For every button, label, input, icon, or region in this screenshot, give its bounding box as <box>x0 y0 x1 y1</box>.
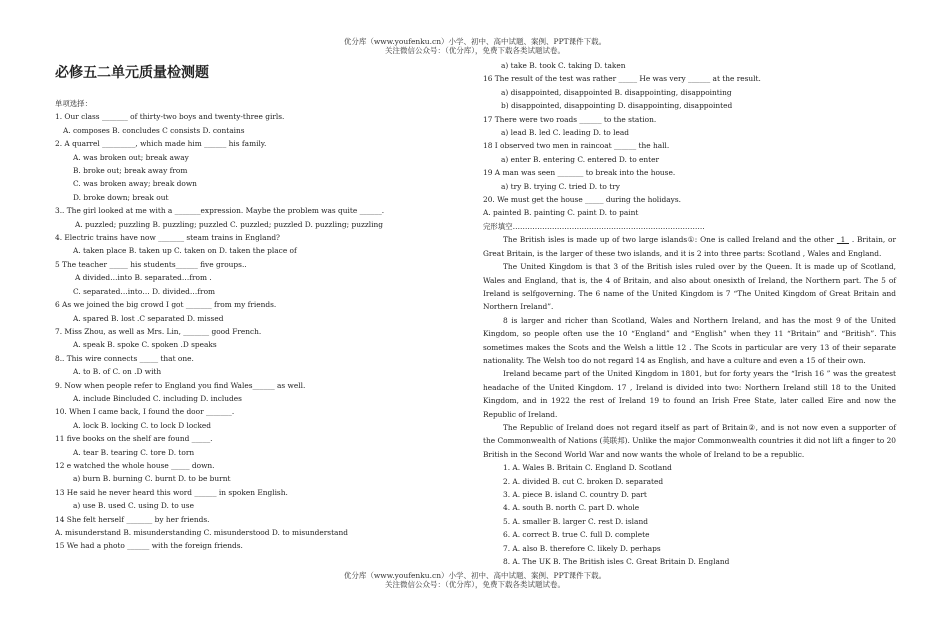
question-line: 12 e watched the whole house _____ down. <box>55 460 215 470</box>
cloze-options-list <box>483 461 896 568</box>
answer-choices: A. to B. of C. on .D with <box>73 367 162 377</box>
answer-choices: A. puzzled; puzzling B. puzzling; puzzled C. puzzled; puzzled D. puzzling; puzzling <box>75 219 383 229</box>
answer-choices: A. composes B. concludes C consists D. contains <box>63 125 245 135</box>
question-line: 7. Miss Zhou, as well as Mrs. Lin, _______ good French. <box>55 326 262 336</box>
answer-choices: a) try B. trying C. tried D. to try <box>501 181 620 191</box>
question-line: 20. We must get the house _____ during the holidays. <box>483 195 681 205</box>
question-line: 1. Our class _______ of thirty-two boys and twenty-three girls. <box>55 112 285 122</box>
right-column <box>483 59 896 568</box>
cloze-passage <box>483 233 896 461</box>
answer-choices: A. taken place B. taken up C. taken on D. taken the place of <box>73 246 297 256</box>
answer-choices: C. was broken away; break down <box>73 179 197 189</box>
page-header <box>0 37 950 55</box>
passage-text: The United Kingdom is that 3 of the British isles ruled over by the Queen. It is made up of Scotland, Wales and England, that is, the 4 of Britain, and also about onesixth of Ireland, the Northern part. The 5 of Ireland is selfgoverning. The 6 name of the United Kingdom is 7 “The United Kingdom of Great Britain and Northern Ireland”. <box>483 262 896 312</box>
passage-text: . Britain, or Great Britain, is the larger of these two islands, and it is 2 into three parts: Scotland , Wales and England. <box>483 235 897 258</box>
answer-choices: a) burn B. burning C. burnt D. to be burnt <box>73 474 231 484</box>
passage-paragraph <box>483 367 896 421</box>
question-line: 16 The result of the test was rather _____ He was very ______ at the result. <box>483 74 761 84</box>
answer-choices: B. broke out; break away from <box>73 166 188 176</box>
left-column <box>55 63 450 553</box>
section-label: 单项选择： <box>55 99 92 108</box>
answer-choices: A. lock B. locking C. to lock D locked <box>73 420 212 430</box>
question-line: 11 five books on the shelf are found _____. <box>55 434 213 444</box>
cloze-option-line: 6. A. correct B. true C. full D. complete <box>503 530 650 540</box>
answer-choices: a) enter B. entering C. entered D. to enter <box>501 154 660 164</box>
answer-choices: a) use B. used C. using D. to use <box>73 501 194 511</box>
question-line: 3.. The girl looked at me with a _______expression. Maybe the problem was quite ______. <box>55 206 385 216</box>
question-line: 13 He said he never heard this word ______ in spoken English. <box>55 487 288 497</box>
answer-choices: A. tear B. tearing C. tore D. torn <box>73 447 195 457</box>
header-line-2: 关注微信公众号：（优分库），免费下载各类试题试卷。 <box>385 46 565 55</box>
question-line: 完形填空…………………………………………………………………… <box>483 221 705 231</box>
cloze-option-line: 3. A. piece B. island C. country D. part <box>503 490 647 499</box>
passage-text: Ireland became part of the United Kingdom in 1801, but for forty years the “Irish 16 ” was the greatest headache of the United Kingdom. 17 , Ireland is divided into two: Northern Ireland still 18 to the United Kingdom, and in 1922 the rest of Ireland 19 to found an Irish Free State, later called Eire and now the Republic of Ireland. <box>483 369 896 419</box>
answer-choices: a) lead B. led C. leading D. to lead <box>501 128 629 138</box>
answer-choices: A. include Bincluded C. including D. includes <box>73 393 242 403</box>
question-line: 15 We had a photo ______ with the foreign friends. <box>55 541 243 551</box>
passage-text: 8 is larger and richer than Scotland, Wales and Northern Ireland, and has the most 9 of the United Kingdom, so people often use the 10 “England” and “English” when they 11 “Britain” and “British”. This sometimes makes the Scots and the Welsh a little 12 . The Scots in particular are very 13 of their separate nationality. The Welsh too do not regard 14 as English, and have a culture and even a 15 of their own. <box>483 315 896 365</box>
cloze-option-line: 7. A. also B. therefore C. likely D. perhaps <box>503 543 661 553</box>
question-line: 8.. This wire connects _____ that one. <box>55 353 194 363</box>
answer-choices: C. separated…into… D. divided…from <box>73 286 216 296</box>
passage-text: The British isles is made up of two large islands①: One is called Ireland and the other <box>503 235 837 245</box>
right-question-list <box>483 59 896 233</box>
answer-choices: A divided…into B. separated…from . <box>75 273 212 283</box>
question-line: 17 There were two roads ______ to the station. <box>483 114 657 124</box>
answer-choices: A. was broken out; break away <box>73 152 189 162</box>
page-footer <box>0 571 950 589</box>
passage-paragraph <box>483 260 896 314</box>
document-title: 必修五二单元质量检测题 <box>55 65 209 81</box>
passage-text: The Republic of Ireland does not regard itself as part of Britain②, and is not now even a supporter of the Commonwealth of Nations (英联邦). Unlike the major Commonwealth countries it did not lift a finger to 20 British in the Second World War and now wants the whole of Ireland to be a republic. <box>483 422 896 459</box>
cloze-option-line: 8. A. The UK B. The British isles C. Great Britain D. England <box>503 557 730 567</box>
question-line: 9. Now when people refer to England you find Wales______ as well. <box>55 380 306 390</box>
question-line: 5 The teacher _____ his students______ five groups.. <box>55 259 247 269</box>
passage-paragraph <box>483 233 896 260</box>
question-line: 14 She felt herself _______ by her friends. <box>55 514 210 524</box>
question-line: A. misunderstand B. misunderstanding C. misunderstood D. to misunderstand <box>55 528 348 537</box>
blank-number: _1_ <box>836 235 849 245</box>
question-line: 6 As we joined the big crowd I got _______ from my friends. <box>55 300 277 310</box>
footer-line-2: 关注微信公众号：（优分库），免费下载各类试题试卷。 <box>385 580 565 589</box>
passage-paragraph <box>483 421 896 461</box>
question-line: A. painted B. painting C. paint D. to paint <box>483 208 639 218</box>
question-line: 4. Electric trains have now _______ steam trains in England? <box>55 233 281 243</box>
footer-line-1: 优分库（www.youfenku.cn）小学、初中、高中试题、案例、PPT课件下载。 <box>343 571 607 580</box>
cloze-option-line: 2. A. divided B. cut C. broken D. separated <box>503 476 664 486</box>
question-line: 18 I observed two men in raincoat ______ the hall. <box>483 141 670 151</box>
answer-choices: A. speak B. spoke C. spoken .D speaks <box>73 340 217 350</box>
answer-choices: a) disappointed, disappointed B. disappointing, disappointing <box>501 87 732 97</box>
header-line-1: 优分库（www.youfenku.cn）小学、初中、高中试题、案例、PPT课件下载。 <box>343 37 607 46</box>
left-question-list <box>55 110 450 552</box>
answer-choices: D. broke down; break out <box>73 192 169 202</box>
cloze-option-line: 5. A. smaller B. larger C. rest D. island <box>503 516 648 526</box>
question-line: 2. A quarrel _________, which made him ______ his family. <box>55 139 267 149</box>
answer-choices: a) take B. took C. taking D. taken <box>501 61 626 70</box>
question-line: 19 A man was seen _______ to break into the house. <box>483 168 676 178</box>
cloze-option-line: 1. A. Wales B. Britain C. England D. Scotland <box>503 463 672 473</box>
question-line: 10. When I came back, I found the door _______. <box>55 407 235 417</box>
cloze-option-line: 4. A. south B. north C. part D. whole <box>503 503 640 513</box>
answer-choices: A. spared B. lost .C separated D. missed <box>73 313 224 323</box>
passage-paragraph <box>483 314 896 368</box>
answer-choices: b) disappointed, disappointing D. disappointing, disappointed <box>501 101 733 111</box>
